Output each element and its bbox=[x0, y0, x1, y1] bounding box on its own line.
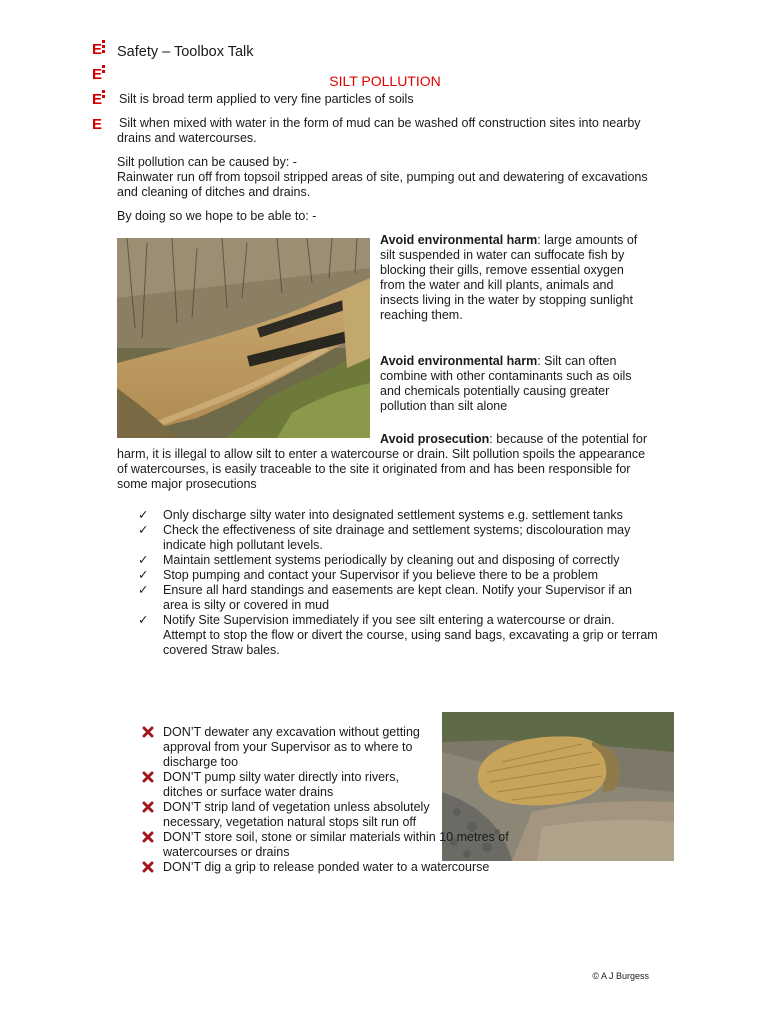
aim-item: Avoid prosecution: because of the potential for harm, it is illegal to allow silt to enter a watercourse or drain. Silt pollution spoils the appearance of watercourses, is easily traceable to the site it originated from and has been responsible for some major prosecutions bbox=[117, 432, 648, 491]
aim-label: Avoid environmental harm bbox=[380, 354, 538, 368]
dont-list-item: DON’T strip land of vegetation unless absolutely necessary, vegetation natural stops silt run off bbox=[140, 800, 438, 830]
dont-list-item: DON’T dig a grip to release ponded water to a watercourse bbox=[140, 860, 583, 875]
aim-item: Avoid environmental harm: Silt can often combine with other contaminants such as oils and chemicals potentially causing greater pollution than silt alone bbox=[380, 354, 632, 413]
do-list-item: ✓ Only discharge silty water into designated settlement systems e.g. settlement tanks bbox=[138, 508, 623, 522]
check-icon: ✓ bbox=[138, 568, 149, 582]
page-title: SILT POLLUTION bbox=[329, 73, 441, 89]
logo-letter: E bbox=[92, 91, 103, 108]
aims-heading: By doing so we hope to be able to: - bbox=[117, 209, 317, 223]
check-icon: ✓ bbox=[138, 553, 149, 567]
do-list-item: ✓ Check the effectiveness of site drainage and settlement systems; discolouration may indicate high pollutant levels. bbox=[138, 523, 631, 552]
cross-icon bbox=[142, 771, 154, 783]
cross-icon bbox=[142, 831, 154, 843]
do-list-item: ✓ Maintain settlement systems periodically by cleaning out and disposing of correctly bbox=[138, 553, 620, 567]
check-icon: ✓ bbox=[138, 583, 149, 597]
aim-label: Avoid prosecution bbox=[380, 432, 490, 446]
aim-item: Avoid environmental harm: large amounts of silt suspended in water can suffocate fish by blocking their gills, remove essential oxygen from the water and kill plants, animals and insects living in the water by stopping sunlight reaching them. bbox=[380, 233, 638, 322]
do-list bbox=[138, 508, 658, 658]
cross-icon bbox=[142, 801, 154, 813]
logo-letter: E bbox=[92, 41, 103, 58]
dont-list-item: DON’T pump silty water directly into rivers, ditches or surface water drains bbox=[140, 770, 438, 800]
causes-text: Rainwater run off from topsoil stripped areas of site, pumping out and dewatering of excavations and cleaning of ditches and drains. bbox=[117, 170, 648, 199]
check-icon: ✓ bbox=[138, 613, 149, 627]
intro-paragraph: Silt is broad term applied to very fine particles of soils bbox=[119, 92, 414, 106]
aim-label: Avoid environmental harm bbox=[380, 233, 538, 247]
check-icon: ✓ bbox=[138, 508, 149, 522]
intro-paragraph: Silt when mixed with water in the form of mud can be washed off construction sites into nearby drains and watercourses. bbox=[117, 116, 641, 145]
dont-list-item: DON’T store soil, stone or similar materials within 10 metres of watercourses or drains bbox=[140, 830, 553, 860]
causes-heading: Silt pollution can be caused by: - bbox=[117, 155, 297, 169]
cross-icon bbox=[142, 726, 154, 738]
silty-stream-photo bbox=[117, 238, 370, 438]
logo-letter: E bbox=[92, 66, 103, 83]
dont-list bbox=[140, 725, 580, 875]
do-list-item: ✓ Stop pumping and contact your Supervisor if you believe there to be a problem bbox=[138, 568, 598, 582]
copyright-footer: © A J Burgess bbox=[592, 971, 649, 981]
dont-list-item: DON’T dewater any excavation without getting approval from your Supervisor as to where to discharge too bbox=[140, 725, 438, 770]
check-icon: ✓ bbox=[138, 523, 149, 537]
cross-icon bbox=[142, 861, 154, 873]
header-title: Safety – Toolbox Talk bbox=[117, 44, 254, 60]
do-list-item: ✓ Ensure all hard standings and easements are kept clean. Notify your Supervisor if an area is silty or covered in mud bbox=[138, 583, 633, 612]
do-list-item: ✓ Notify Site Supervision immediately if you see silt entering a watercourse or drain. Attempt to stop the flow or divert the course, using sand bags, excavating a grip or terram covered Straw bales. bbox=[138, 613, 658, 657]
logo-letter: E bbox=[92, 116, 103, 133]
